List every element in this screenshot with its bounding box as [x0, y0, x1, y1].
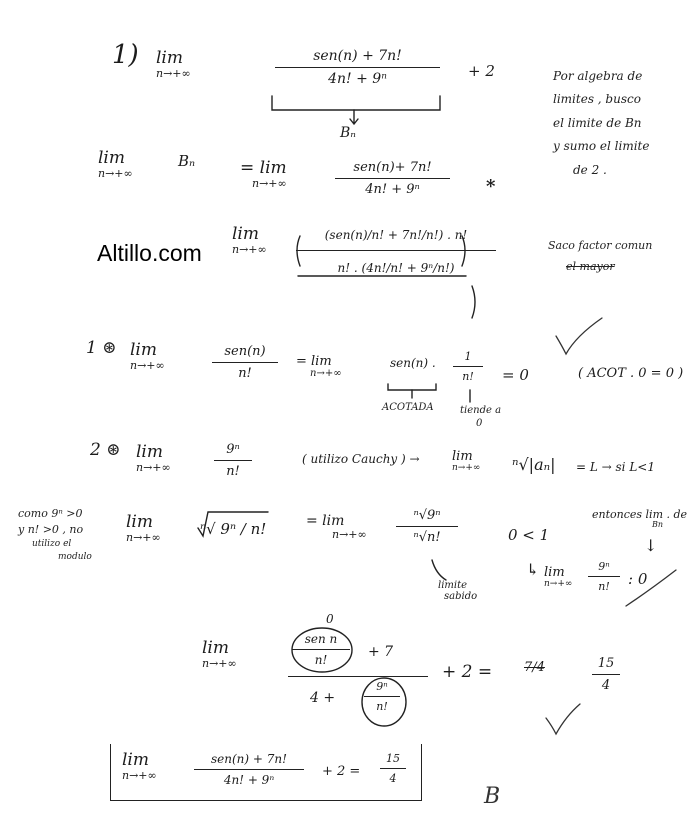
step2-numerator: sen(n)+ 7n!: [335, 160, 450, 179]
brace-arrow: [350, 110, 358, 124]
step4-denominator: n!: [238, 366, 252, 381]
step1-denominator: 4n! + 9ⁿ: [328, 71, 387, 87]
limit-word: lim: [452, 449, 473, 464]
limit-word: = lim: [306, 513, 345, 529]
step7-den-num: 9ⁿ: [364, 680, 400, 697]
step6-final-arrow: ↳: [526, 560, 540, 579]
step6-entonces: entonces lim . de: [592, 508, 688, 521]
step7-result-num: 15: [592, 656, 620, 675]
step6-final-eq: : 0: [628, 570, 648, 588]
marker-two: 2 ⊛: [90, 440, 121, 460]
side-note-line: limites , busco: [553, 92, 641, 107]
limit-sub: n→+∞: [126, 530, 161, 544]
final-numerator: sen(n) + 7n!: [194, 752, 304, 770]
limit-sub: n→+∞: [544, 578, 573, 589]
side-note-line: modulo: [58, 551, 92, 562]
step7-sen: sen n: [292, 632, 350, 650]
limit-sub: n→+∞: [122, 768, 157, 782]
step3-right-bracket: [472, 286, 475, 318]
marker-one: 1 ⊛: [86, 338, 117, 358]
limit-sub: n→+∞: [332, 527, 367, 541]
step4-zero: 0: [476, 418, 483, 429]
limit-word: lim: [202, 638, 229, 658]
watermark: Altillo.com: [97, 240, 202, 266]
final-res-den: 4: [389, 772, 397, 785]
step5-note: ( utilizo Cauchy ) →: [302, 452, 420, 466]
step7-den-four: 4 +: [310, 690, 336, 706]
side-note-line: de 2 .: [573, 162, 607, 177]
limit-sub: n→+∞: [156, 66, 191, 80]
limit-sub: n→+∞: [252, 176, 287, 190]
limit-word: lim: [136, 442, 163, 462]
step6-root-sign: [198, 512, 268, 536]
step3-numerator: (sen(n)/n! + 7n!/n!) . n!: [296, 228, 496, 251]
limit-word: lim: [156, 48, 183, 68]
limit-sub: n→+∞: [310, 367, 342, 379]
limit-word: lim: [232, 224, 259, 244]
limit-sub: n→+∞: [202, 656, 237, 670]
step7-plus-seven: + 7: [368, 644, 394, 660]
side-note-line: Por algebra de: [553, 69, 643, 83]
step1-brace-label: Bₙ: [340, 125, 356, 141]
step2-denominator: 4n! + 9ⁿ: [365, 182, 420, 197]
step7-den-den: n!: [376, 700, 388, 713]
step7-circle-a: [292, 628, 352, 672]
step6-final-den: n!: [598, 580, 610, 593]
step6-denominator: ⁿ√n!: [413, 530, 441, 545]
step7-plus-two: + 2 =: [442, 662, 493, 682]
step7-sen-den: n!: [314, 653, 328, 667]
check-mark-1: [556, 318, 602, 354]
step2-bn: Bₙ: [178, 152, 196, 170]
step4-note: ( ACOT . 0 = 0 ): [578, 366, 684, 381]
check-mark-2: [626, 570, 676, 606]
limit-sub: n→+∞: [98, 166, 133, 180]
limit-word: lim: [122, 750, 149, 770]
side-note-line: como 9ⁿ >0: [18, 507, 83, 520]
step5-denominator: n!: [226, 464, 240, 479]
step1-plus-two: + 2: [468, 62, 495, 80]
step4-acotada: ACOTADA: [382, 402, 434, 413]
note-line: limite: [438, 580, 468, 591]
final-plus-two: + 2 =: [322, 764, 361, 779]
step6-entonces-bn: Bn: [652, 520, 664, 529]
step4-nfact: n!: [462, 370, 474, 383]
step6-arrow-down: ↓: [644, 536, 658, 555]
note-line: sabido: [444, 591, 478, 602]
limit-sub: n→+∞: [232, 242, 267, 256]
limit-word: lim: [130, 340, 157, 360]
problem-number: 1): [112, 40, 139, 70]
side-note-line: el limite de Bn: [553, 115, 642, 130]
step7-mid: 7/4: [524, 660, 545, 675]
step7-top-zero: 0: [326, 612, 334, 626]
limit-word: = lim: [240, 158, 287, 178]
limit-sub: n→+∞: [452, 462, 481, 473]
side-note-line: el mayor: [566, 259, 615, 273]
step4-one: 1: [453, 350, 483, 367]
step4-numerator: sen(n): [212, 344, 278, 363]
side-note-line: y sumo el limite: [553, 139, 650, 154]
step3-right-paren: [462, 236, 465, 266]
step4-tiende: tiende a: [460, 405, 502, 416]
step4-result: = 0: [502, 366, 529, 384]
limit-word: lim: [544, 565, 565, 580]
step5-root: ⁿ√|aₙ|: [512, 455, 556, 474]
step5-numerator: 9ⁿ: [214, 442, 252, 461]
side-note-line: Saco factor comun: [548, 239, 653, 252]
limit-word: = lim: [296, 354, 332, 369]
step6-numerator: ⁿ√9ⁿ: [396, 508, 458, 527]
step2-star: *: [486, 176, 496, 197]
step7-result-den: 4: [601, 678, 611, 693]
step7-circle-b: [362, 678, 406, 726]
limit-word: lim: [126, 512, 153, 532]
final-res-num: 15: [380, 752, 406, 769]
step1-numerator: sen(n) + 7n!: [275, 48, 440, 68]
final-denominator: 4n! + 9ⁿ: [223, 773, 275, 787]
limit-word: lim: [98, 148, 125, 168]
limit-sub: n→+∞: [130, 358, 165, 372]
step4-expr: sen(n) .: [390, 356, 436, 370]
side-note-line: utilizo el: [32, 538, 72, 549]
step3-left-paren: [297, 236, 300, 266]
signature: B: [484, 784, 501, 809]
limit-sub: n→+∞: [136, 460, 171, 474]
check-mark-3: [546, 704, 580, 734]
sabido-arrow: [432, 560, 446, 580]
step6-final-num: 9ⁿ: [588, 560, 620, 577]
brace-under-bn: [272, 96, 440, 110]
acotada-brace: [388, 384, 436, 390]
side-note-line: y n! >0 , no: [18, 522, 84, 536]
step6-root-expr: ⁿ√ 9ⁿ / n!: [200, 520, 267, 538]
step5-cond: = L → si L<1: [576, 460, 655, 474]
step3-denominator: n! . (4n!/n! + 9ⁿ/n!): [337, 261, 455, 275]
step6-result: 0 < 1: [508, 526, 550, 544]
